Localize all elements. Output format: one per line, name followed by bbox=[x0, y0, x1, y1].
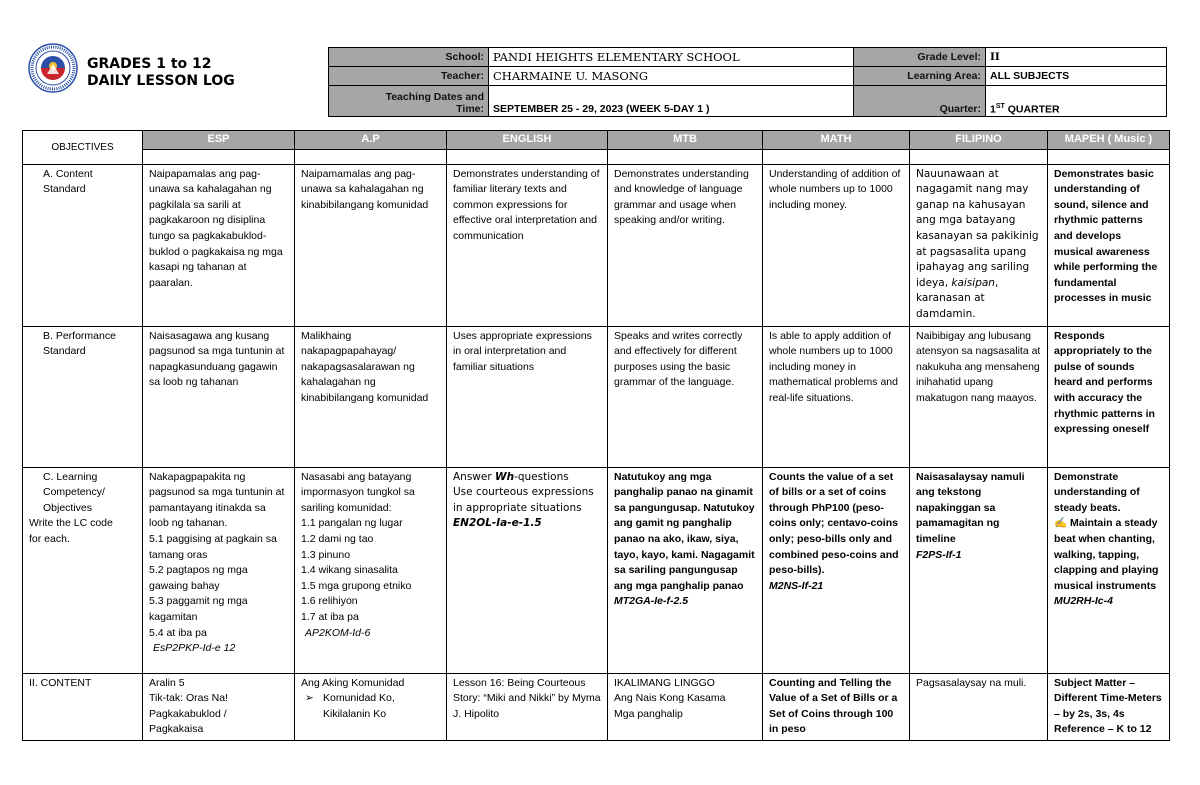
content-mapeh bbox=[1048, 673, 1170, 740]
lc-code: F2PS-If-1 bbox=[916, 548, 962, 561]
competency-text: Nasasabi ang batayang impormasyon tungkol sa sariling komunidad: bbox=[301, 470, 415, 514]
row-label-line: A. Content bbox=[43, 167, 93, 180]
content-filipino: Pagsasalaysay na muli. bbox=[910, 673, 1048, 740]
competency-item: 5.2 pagtapos ng mga gawaing bahay bbox=[149, 564, 248, 592]
lc-code: MU2RH-Ic-4 bbox=[1054, 595, 1113, 608]
row-label-content-standard bbox=[23, 164, 143, 326]
row-label-learning-competency bbox=[23, 467, 143, 673]
quarter-text: QUARTER bbox=[1004, 103, 1060, 115]
text-span: Komunidad Ko, bbox=[323, 692, 395, 705]
content-standard-math: Understanding of addition of whole numbers up to 1000 including money. bbox=[763, 164, 910, 326]
row-label-line: Competency/ bbox=[43, 486, 105, 499]
filipino-text-end: , karanasan at damdamin. bbox=[916, 276, 999, 320]
content-line: Mga panghalip bbox=[614, 707, 683, 720]
content-line: Reference – K to 12 bbox=[1054, 723, 1152, 736]
content-line: Ang Aking Komunidad bbox=[301, 676, 405, 689]
content-line bbox=[301, 691, 440, 707]
content-line: Subject Matter – bbox=[1054, 676, 1136, 689]
content-standard-mtb: Demonstrates understanding and knowledge of language grammar and usage when speaking and/or writing. bbox=[608, 164, 763, 326]
lc-code: EsP2PKP-Id-e 12 bbox=[153, 642, 236, 655]
teacher-label: Teacher: bbox=[329, 67, 489, 86]
content-standard-filipino bbox=[910, 164, 1048, 326]
performance-standard-esp: Naisasagawa ang kusang pagsunod sa mga tuntunin at napagkasunduang gagawin sa loob ng tahanan bbox=[143, 326, 295, 467]
performance-standard-mtb: Speaks and writes correctly and effectively for different purposes using the basic grammar of the language. bbox=[608, 326, 763, 467]
blank-cell bbox=[143, 149, 295, 164]
blank-cell bbox=[763, 149, 910, 164]
row-label-performance-standard bbox=[23, 326, 143, 467]
competency-filipino bbox=[910, 467, 1048, 673]
row-label-line: Standard bbox=[43, 183, 86, 196]
content-line: Pagkakabuklod / bbox=[149, 707, 227, 720]
competency-item: 5.1 paggising at pagkain sa tamang oras bbox=[149, 532, 277, 561]
lc-code: AP2KOM-Id-6 bbox=[305, 626, 371, 639]
competency-item: 5.3 paggamit ng mga kagamitan bbox=[149, 595, 248, 623]
competency-text: Nakapagpapakita ng pagsunod sa mga tuntunin at pamantayang itinakda sa loob ng tahanan. bbox=[149, 470, 285, 530]
competency-text: Natutukoy ang mga panghalip panao na ginamit sa pangungusap. Natutukoy ang gamit ng panghalip panao na ako, ikaw, siya, tayo, kayo, kami. Nagagamit sa sariling pangungusap ang mga panghalip panao bbox=[614, 470, 755, 592]
content-standard-esp: Naipapamalas ang pag-unawa sa kahalagahan ng pagkilala sa sarili at pagkakaroon ng disiplina tungo sa pagkakabuklod-buklod o pagkakaisa ng mga kasapi ng tahanan at paaralan. bbox=[143, 164, 295, 326]
lc-code: EN2OL-Ia-e-1.5 bbox=[453, 517, 542, 530]
learning-area-value: ALL SUBJECTS bbox=[986, 67, 1167, 86]
subject-header-mapeh: MAPEH ( Music ) bbox=[1048, 131, 1170, 150]
content-math: Counting and Telling the Value of a Set of Bills or a Set of Coins through 100 in peso bbox=[763, 673, 910, 740]
competency-item: 1.6 relihiyon bbox=[301, 595, 358, 608]
row-label-line: C. Learning bbox=[43, 470, 98, 483]
quarter-suffix: ST bbox=[995, 102, 1005, 110]
content-ap bbox=[295, 673, 447, 740]
competency-text: Counts the value of a set of bills or a set of coins through PhP100 (peso-coins only; centavo-coins only; peso-bills only and combined peso-coins and peso-bills). bbox=[769, 470, 899, 577]
subject-header-ap: A.P bbox=[295, 131, 447, 150]
competency-mtb bbox=[608, 467, 763, 673]
quarter-value bbox=[986, 86, 1167, 117]
competency-item: 1.7 at iba pa bbox=[301, 610, 359, 623]
teaching-dates-label-line-1: Teaching Dates and bbox=[385, 91, 484, 103]
text-span: Answer bbox=[453, 470, 496, 483]
subject-header-filipino: FILIPINO bbox=[910, 131, 1048, 150]
subject-header-english: ENGLISH bbox=[447, 131, 608, 150]
content-standard-english: Demonstrates understanding of familiar literary texts and common expressions for effective oral interpretation and communication bbox=[447, 164, 608, 326]
content-line: Different Time-Meters – by 2s, 3s, 4s bbox=[1054, 692, 1162, 720]
competency-text: Naisasalaysay namuli ang tekstong napakinggan sa pamamagitan ng timeline bbox=[916, 470, 1025, 545]
content-esp bbox=[143, 673, 295, 740]
competency-text: Demonstrate understanding of steady beats. bbox=[1054, 470, 1140, 514]
performance-standard-english: Uses appropriate expressions in oral interpretation and familiar situations bbox=[447, 326, 608, 467]
quarter-label: Quarter: bbox=[854, 86, 986, 117]
header-info-table bbox=[328, 47, 1167, 117]
row-label-line: B. Performance bbox=[43, 329, 116, 342]
title-line-1: GRADES 1 to 12 bbox=[87, 56, 212, 72]
quarter-number: 1 bbox=[990, 103, 996, 115]
blank-cell bbox=[295, 149, 447, 164]
filipino-italic-text: kaisipan bbox=[951, 276, 995, 289]
competency-text: Use courteous expressions in appropriate situations bbox=[453, 486, 594, 514]
competency-text bbox=[453, 470, 601, 486]
content-standard-mapeh: Demonstrates basic understanding of sound, silence and rhythmic patterns and develops musical awareness while performing the fundamental processes in music bbox=[1048, 164, 1170, 326]
content-mtb bbox=[608, 673, 763, 740]
competency-math bbox=[763, 467, 910, 673]
competency-esp bbox=[143, 467, 295, 673]
content-line: Aralin 5 bbox=[149, 676, 185, 689]
subject-header-mtb: MTB bbox=[608, 131, 763, 150]
performance-standard-math: Is able to apply addition of whole numbers up to 1000 including money in mathematical problems and real-life situations. bbox=[763, 326, 910, 467]
content-english: Lesson 16: Being Courteous Story: “Miki and Nikki” by Myma J. Hipolito bbox=[447, 673, 608, 740]
competency-item: 1.4 wikang sinasalita bbox=[301, 564, 398, 577]
teaching-dates-label-line-2: Time: bbox=[456, 103, 484, 115]
school-value: PANDI HEIGHTS ELEMENTARY SCHOOL bbox=[489, 48, 854, 67]
text-span: Wh bbox=[495, 470, 515, 483]
deped-seal-logo bbox=[28, 43, 78, 93]
row-label-line: for each. bbox=[29, 532, 70, 545]
blank-cell bbox=[910, 149, 1048, 164]
subject-header-esp: ESP bbox=[143, 131, 295, 150]
content-line: Kikilalanin Ko bbox=[323, 707, 387, 720]
competency-english bbox=[447, 467, 608, 673]
grade-level-label: Grade Level: bbox=[854, 48, 986, 67]
learning-area-label: Learning Area: bbox=[854, 67, 986, 86]
competency-item: 1.1 pangalan ng lugar bbox=[301, 517, 403, 530]
competency-item: 5.4 at iba pa bbox=[149, 626, 207, 639]
content-line: Pagkakaisa bbox=[149, 723, 204, 736]
blank-cell bbox=[1048, 149, 1170, 164]
content-line: IKALIMANG LINGGO bbox=[614, 676, 715, 689]
content-line: Ang Nais Kong Kasama bbox=[614, 692, 726, 705]
text-span: -questions bbox=[514, 470, 569, 483]
school-label: School: bbox=[329, 48, 489, 67]
lesson-log-table bbox=[22, 130, 1170, 741]
row-label-content: II. CONTENT bbox=[23, 673, 143, 740]
text-span: Maintain a steady beat when chanting, walking, tapping, clapping and playing musical instruments bbox=[1054, 517, 1159, 592]
grade-level-value: II bbox=[986, 48, 1167, 67]
teaching-dates-value: SEPTEMBER 25 - 29, 2023 (WEEK 5-DAY 1 ) bbox=[489, 86, 854, 117]
competency-ap bbox=[295, 467, 447, 673]
arrow-bullet-icon: ➢ bbox=[305, 692, 314, 705]
title-line-2: DAILY LESSON LOG bbox=[87, 73, 235, 89]
objectives-header: OBJECTIVES bbox=[23, 131, 143, 165]
competency-item: 1.2 dami ng tao bbox=[301, 532, 374, 545]
blank-cell bbox=[608, 149, 763, 164]
row-label-line: Standard bbox=[43, 345, 86, 358]
lc-code: MT2GA-Ie-f-2.5 bbox=[614, 595, 689, 608]
subject-header-math: MATH bbox=[763, 131, 910, 150]
competency-text bbox=[1054, 516, 1163, 594]
content-standard-ap: Naipamamalas ang pag-unawa sa kahalagahan ng kinabibilangang komunidad bbox=[295, 164, 447, 326]
performance-standard-filipino: Naibibigay ang lubusang atensyon sa nagsasalita at nakukuha ang mensaheng inihahatid upang makatugon nang maayos. bbox=[910, 326, 1048, 467]
competency-mapeh bbox=[1048, 467, 1170, 673]
row-label-line: Objectives bbox=[43, 501, 93, 514]
competency-item: 1.3 pinuno bbox=[301, 548, 351, 561]
row-label-line: Write the LC code bbox=[29, 517, 113, 530]
performance-standard-ap: Malikhaing nakapagpapahayag/ nakapagsasalarawan ng kahalagahan ng kinabibilangang komunidad bbox=[295, 326, 447, 467]
content-line: Tik-tak: Oras Na! bbox=[149, 692, 228, 705]
document-title bbox=[87, 56, 235, 90]
writing-hand-icon: ✍ bbox=[1054, 517, 1068, 530]
performance-standard-mapeh: Responds appropriately to the pulse of sounds heard and performs with accuracy the rhythmic patterns in expressing oneself bbox=[1048, 326, 1170, 467]
competency-item: 1.5 mga grupong etniko bbox=[301, 579, 412, 592]
filipino-text: Nauunawaan at nagagamit nang may ganap na kahusayan ang mga batayang kasanayan sa pakikinig at pagsasalita upang ipahayag ang sariling ideya, bbox=[916, 167, 1039, 289]
teacher-value: CHARMAINE U. MASONG bbox=[489, 67, 854, 86]
teaching-dates-label bbox=[329, 86, 489, 117]
lc-code: M2NS-If-21 bbox=[769, 579, 824, 592]
blank-cell bbox=[447, 149, 608, 164]
